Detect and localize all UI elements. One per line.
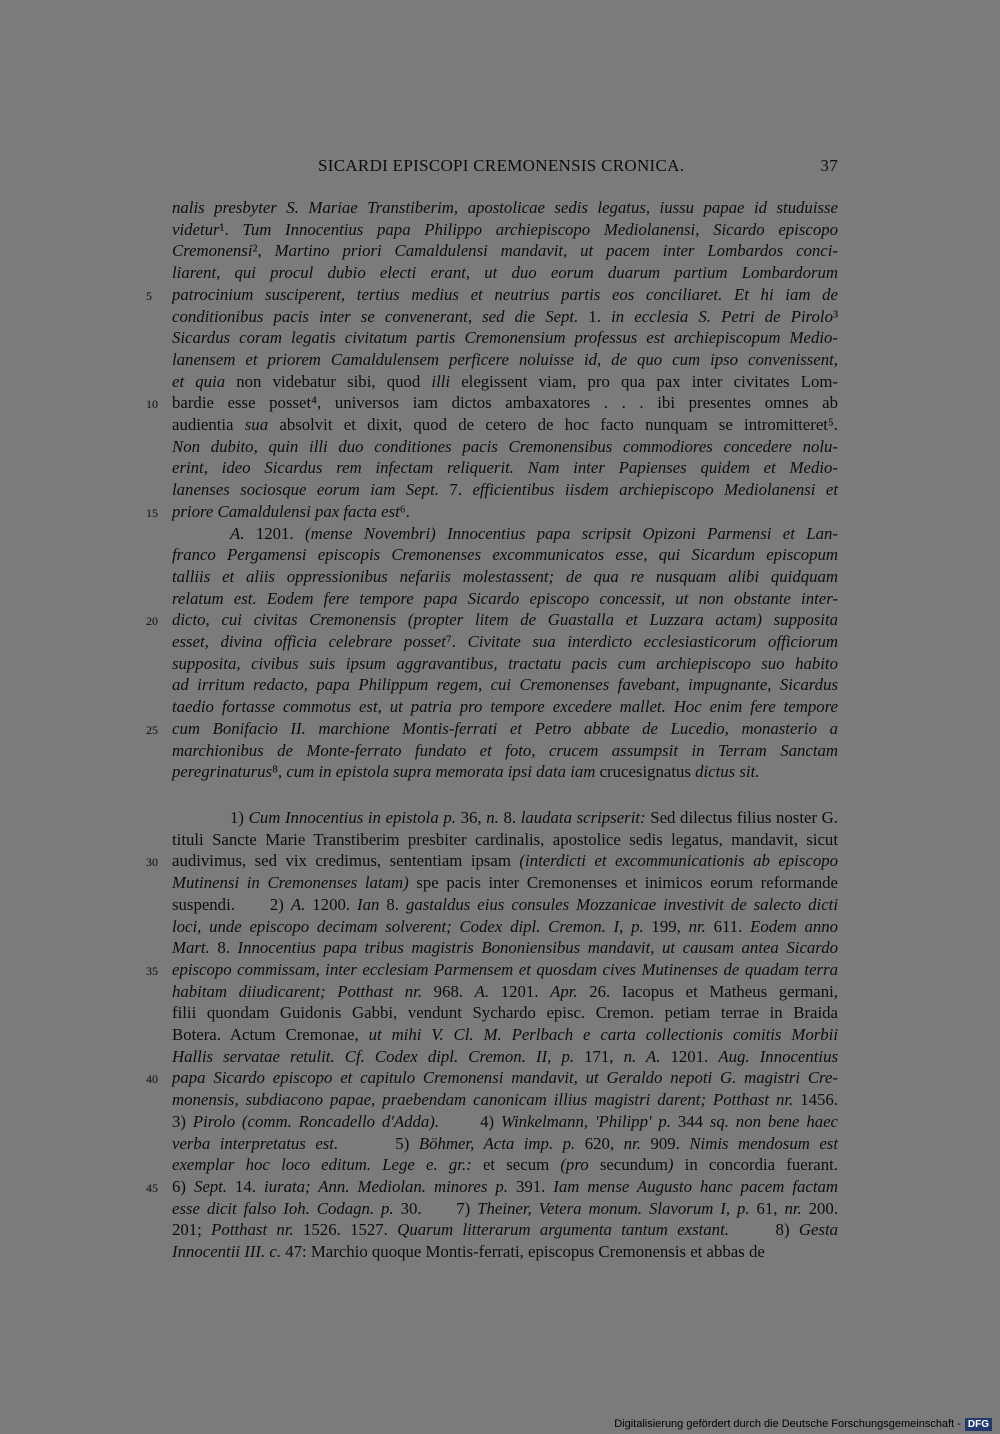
footnote-line: Mart. 8. Innocentius papa tribus magistris Bononiensibus mandavit, ut causam antea Sicardo — [172, 938, 838, 958]
main-line: peregrinaturus⁸, cum in epistola supra memorata ipsi data iam crucesignatus dictus sit. — [172, 762, 760, 782]
footnote-line: 6) Sept. 14. iurata; Ann. Mediolan. minores p. 391. Iam mense Augusto hanc pacem factam — [172, 1176, 838, 1196]
main-line: conditionibus pacis inter se convenerant, sed die Sept. 1. in ecclesia S. Petri de Pirolo³ — [172, 306, 839, 326]
footnote-line: esse dicit falso Ioh. Codagn. p. 30. 7) Theiner, Vetera monum. Slavorum I, p. 61, nr. 200. — [172, 1198, 839, 1218]
main-line: talliis et aliis oppressionibus nefariis molestassent; de qua re nusquam alibi quidquam — [172, 566, 838, 586]
footnote-line: exemplar hoc loco editum. Lege e. gr.: et secum (pro secundum) in concordia fuerant. — [172, 1155, 838, 1175]
line-number: 10 — [146, 397, 158, 412]
main-line: liarent, qui procul dubio electi erant, ut duo eorum duarum partium Lombardorum — [172, 263, 838, 283]
footnote-line: loci, unde episcopo decimam solverent; Codex dipl. Cremon. I, p. 199, nr. 611. Eodem anno — [172, 916, 839, 936]
footnote-line: Innocentii III. c. 47: Marchio quoque Montis-ferrati, episcopus Cremonensis et abbas de — [172, 1242, 765, 1261]
footnote-line: filii quondam Guidonis Gabbi, vendunt Sychardo episc. Cremon. petiam terrae in Braida — [172, 1003, 838, 1023]
main-line: erint, ideo Sicardus rem infectam reliquerit. Nam inter Papienses quidem et Medio- — [172, 458, 838, 478]
footnote-line: Hallis servatae retulit. Cf. Codex dipl. Cremon. II, p. 171, n. A. 1201. Aug. Innocentius — [172, 1046, 839, 1066]
main-line: et quia non videbatur sibi, quod illi elegissent viam, pro qua pax inter civitates Lom- — [172, 371, 839, 391]
main-line: Non dubito, quin illi duo conditiones pacis Cremonensibus commodiores concedere nolu- — [172, 436, 838, 456]
line-number: 25 — [146, 722, 158, 737]
footnote-line: tituli Sancte Marie Transtiberim presbiter cardinalis, apostolice sedis legatus, mandavit, sicut — [172, 829, 838, 849]
main-line: esset, divina officia celebrare posset⁷. Civitate sua interdicto ecclesiasticorum officiorum — [172, 632, 838, 651]
footnote-line: 1) Cum Innocentius in epistola p. 36, n. 8. laudata scripserit: Sed dilectus filius noster G. — [230, 808, 838, 827]
footnote-line: papa Sicardo episcopo et capitulo Cremonensi mandavit, ut Geraldo nepoti G. magistri Cre- — [172, 1068, 838, 1088]
main-line: videtur¹. Tum Innocentius papa Philippo archiepiscopo Mediolanensi, Sicardo episcopo — [172, 219, 838, 239]
main-line: supposita, civibus suis ipsum aggravantibus, tractatu pacis cum archiepiscopo suo habito — [172, 653, 838, 673]
main-line: Cremonensi², Martino priori Camaldulensi mandavit, ut pacem inter Lombardos conci- — [172, 241, 838, 261]
footnote-line: monensis, subdiacono papae, praebendam canonicam illius magistri darent; Potthast nr. 1456. — [172, 1090, 839, 1110]
footnote-line: episcopo commissam, inter ecclesiam Parmensem et quosdam cives Mutinenses de quadam terra — [172, 959, 838, 979]
footnote-line: suspendi. 2) A. 1200. Ian 8. gastaldus eius consules Mozzanicae investivit de salecto dicti — [172, 894, 838, 914]
banner-text: Digitalisierung gefördert durch die Deutsche Forschungsgemeinschaft - — [614, 1418, 961, 1430]
footnote-line: verba interpretatus est. 5) Böhmer, Acta imp. p. 620, nr. 909. Nimis mendosum est — [172, 1133, 838, 1153]
main-line: relatum est. Eodem fere tempore papa Sicardo episcopo concessit, ut non obstante inter- — [172, 588, 838, 608]
main-line: Sicardus coram legatis civitatum partis Cremonensium professus est archiepiscopum Medio- — [172, 328, 838, 348]
line-number: 5 — [146, 288, 152, 303]
main-line: taedio fortasse commotus est, ut patria pro tempore excedere mallet. Hoc enim fere tempore — [172, 697, 838, 717]
main-line: ad irritum redacto, papa Philippum regem, cui Cremonenses favebant, impugnante, Sicardus — [172, 675, 838, 695]
digitization-banner — [614, 1417, 992, 1432]
main-line: marchionibus de Monte-ferrato fundato et foto, crucem assumpsit in Terram Sanctam — [172, 740, 838, 760]
main-line: audientia sua absolvit et dixit, quod de cetero de hoc facto nunquam se intromitteret⁵. — [172, 415, 838, 434]
running-title: SICARDI EPISCOPI CREMONENSIS CRONICA. — [318, 156, 685, 175]
main-line: lanenses sociosque eorum iam Sept. 7. efficientibus iisdem archiepiscopo Mediolanensi et — [172, 480, 838, 500]
line-number: 35 — [146, 963, 158, 978]
main-line: lanensem et priorem Camaldulensem perficere noluisse id, de quo cum ipso convenissent, — [172, 349, 838, 369]
running-header — [172, 156, 838, 176]
footnote-line: habitam diiudicarent; Potthast nr. 968. A. 1201. Apr. 26. Iacopus et Matheus germani, — [172, 981, 838, 1001]
main-line: nalis presbyter S. Mariae Transtiberim, apostolicae sedis legatus, iussu papae id studuisse — [172, 198, 838, 217]
footnote-line: 3) Pirolo (comm. Roncadello d'Adda). 4) Winkelmann, 'Philipp' p. 344 sq. non bene haec — [172, 1111, 839, 1131]
page-number: 37 — [820, 156, 838, 175]
line-number: 15 — [146, 505, 158, 520]
line-number: 20 — [146, 614, 158, 629]
main-line: A. 1201. (mense Novembri) Innocentius papa scripsit Opizoni Parmensi et Lan- — [230, 523, 838, 543]
main-line: dicto, cui civitas Cremonensis (propter litem de Guastalla et Luzzara actam) supposita — [172, 610, 838, 630]
footnote-line: Mutinensi in Cremonenses latam) spe pacis inter Cremonenses et inimicos eorum reformande — [172, 873, 838, 893]
main-line: priore Camaldulensi pax facta est⁶. — [172, 501, 410, 521]
line-number: 45 — [146, 1180, 158, 1195]
footnote-line: Botera. Actum Cremonae, ut mihi V. Cl. M. Perlbach e carta collectionis comitis Morbii — [172, 1025, 838, 1044]
line-number: 30 — [146, 855, 158, 870]
dfg-logo: DFG — [965, 1418, 992, 1431]
line-number: 40 — [146, 1072, 158, 1087]
main-line: patrocinium susciperent, tertius medius et neutrius partis eos conciliaret. Et hi iam de — [172, 284, 838, 304]
footnote-line: 201; Potthast nr. 1526. 1527. Quarum litterarum argumenta tantum exstant. 8) Gesta — [172, 1220, 839, 1240]
main-line: bardie esse posset⁴, universos iam dictos ambaxatores . . . ibi presentes omnes ab — [172, 393, 838, 413]
main-line: cum Bonifacio II. marchione Montis-ferrati et Petro abbate de Lucedio, monasterio a — [172, 718, 838, 738]
footnote-line: audivimus, sed vix credimus, sententiam ipsam (interdicti et excommunicationis ab episcopo — [172, 851, 839, 871]
main-line: franco Pergamensi episcopis Cremonenses excommunicatos esse, qui Sicardum episcopum — [172, 545, 838, 565]
